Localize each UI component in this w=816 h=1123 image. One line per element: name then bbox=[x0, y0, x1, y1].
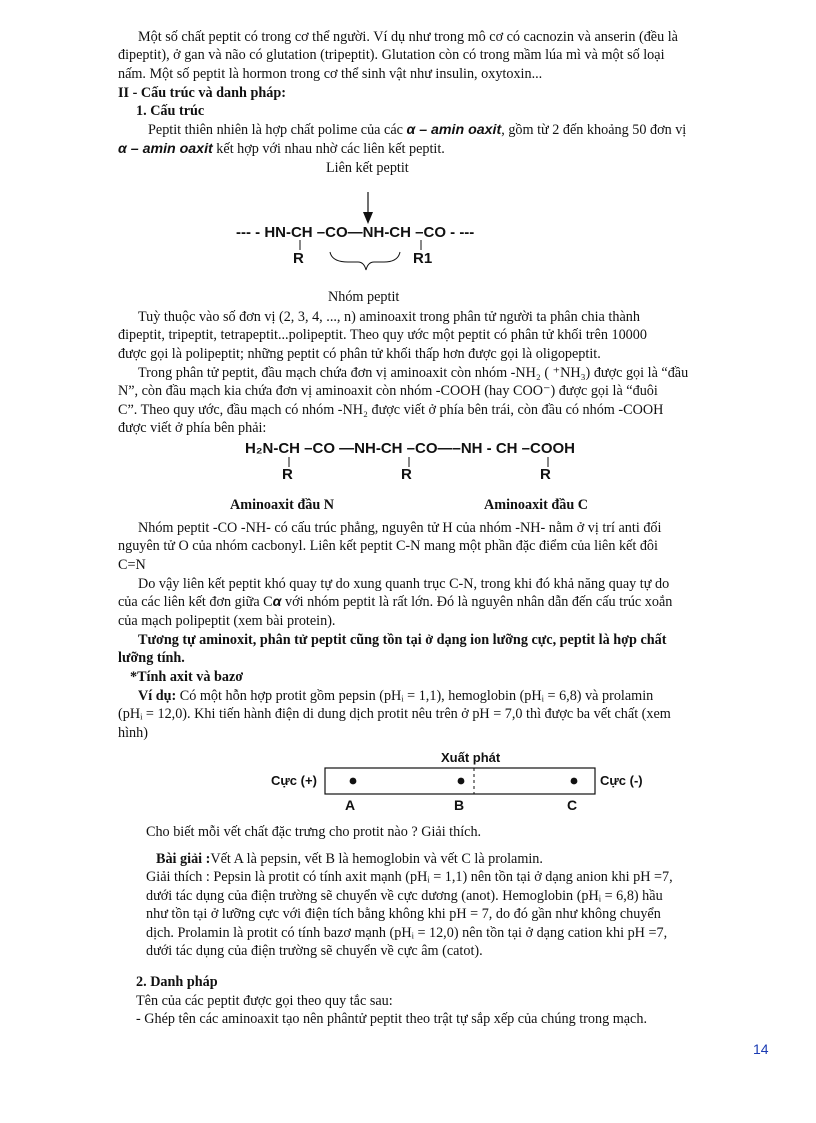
peptide-bond-label: Liên kết peptit bbox=[326, 160, 409, 176]
tripeptide-formula: H₂N-CH –CO —NH-CH –CO—–NH - CH –COOH bbox=[245, 440, 576, 457]
r-group: R bbox=[540, 466, 551, 483]
text-line: Một số chất peptit có trong cơ thể người. Ví dụ như trong mô cơ có cacnozin và anserin (đều là bbox=[138, 29, 678, 45]
subsection-heading: 1. Cấu trúc bbox=[136, 103, 205, 119]
start-label: Xuất phát bbox=[441, 750, 501, 765]
section-heading: II - Cấu trúc và danh pháp: bbox=[118, 85, 286, 101]
cathode-label: Cực (-) bbox=[600, 773, 643, 788]
spot-c-label: C bbox=[567, 797, 578, 813]
alpha-amino-acid: α – amin oaxit bbox=[118, 141, 213, 157]
text-line: đipeptit), ở gan và não có glutation (tripeptit). Glutation còn có trong mầm lúa mì và một số loại bbox=[118, 47, 665, 64]
classification-paragraph: Tuỳ thuộc vào số đơn vị (2, 3, 4, ..., n) aminoaxit trong phân tử người ta phân chia thành đipeptit, tripeptit, tetrapeptit...polipeptit. Theo quy ước một peptit có phân tử khối trên 10000 được gọi là polipeptit; những peptit có phân tử khối thấp hơn được gọi là oligopeptit. bbox=[118, 309, 647, 362]
peptide-group-label: Nhóm peptit bbox=[328, 289, 400, 305]
planar-paragraph: Nhóm peptit -CO -NH- có cấu trúc phẳng, nguyên tử H của nhóm -NH- nằm ở vị trí anti đối nguyên tử O của nhóm cacbonyl. Liên kết peptit C-N mang một phần đặc điểm của liên kết đôi C=N bbox=[118, 520, 662, 573]
spot-c bbox=[571, 778, 578, 785]
spot-b bbox=[458, 778, 465, 785]
rotation-paragraph: Do vậy liên kết peptit khó quay tự do xung quanh trục C-N, trong khi đó khả năng quay tự do của các liên kết đơn giữa Cα với nhóm peptit là rất lớn. Đó là nguyên nhân dẫn đến cấu trúc xoắn của mạch polipeptit (xem bài protein). bbox=[118, 576, 673, 629]
question: Cho biết mỗi vết chất đặc trưng cho protit nào ? Giải thích. bbox=[146, 824, 482, 840]
naming-heading: 2. Danh pháp bbox=[136, 974, 218, 990]
spot-a-label: A bbox=[345, 797, 356, 813]
r-group: R bbox=[293, 250, 304, 267]
text-line: nấm. Một số peptit là hormon trong cơ thể sinh vật như insulin, oxytoxin... bbox=[118, 65, 543, 82]
naming-paragraph: Tên của các peptit được gọi theo quy tắc sau: - Ghép tên các aminoaxit tạo nên phântử peptit theo trật tự sắp xếp của chúng trong mạch. bbox=[136, 993, 647, 1028]
r-group: R bbox=[401, 466, 412, 483]
solution-paragraph: Bài giải :Vết A là pepsin, vết B là hemoglobin và vết C là prolamin. Giải thích : Pepsin là protit có tính axit mạnh (pHᵢ = 1,1) nên tồn tại ở dạng anion khi pH =7, dưới tác dụng của điện trường sẽ chuyển về cực dương (anot). Hemoglobin (pHᵢ = 6,8) hầu như tồn tại ở lưỡng cực với điện tích bằng không khi pH = 7, do đó gần như không chuyển dịch. Prolamin là protit có tính bazơ mạnh (pHᵢ = 12,0) nên tồn tại ở dạng cation khi pH =7, dưới tác dụng của điện trường sẽ chuyển về cực âm (catot). bbox=[146, 851, 673, 960]
structure-line-2: α – amin oaxit kết hợp với nhau nhờ các liên kết peptit. bbox=[118, 141, 445, 157]
spot-a bbox=[350, 778, 357, 785]
acid-base-title: *Tính axit và bazơ bbox=[130, 669, 244, 685]
c-terminal-label: Aminoaxit đầu C bbox=[484, 497, 589, 513]
page-number: 14 bbox=[753, 1041, 769, 1057]
spot-b-label: B bbox=[454, 797, 465, 813]
example-paragraph: Ví dụ: Có một hỗn hợp protit gồm pepsin (pHᵢ = 1,1), hemoglobin (pHᵢ = 6,8) và prolamin (pHᵢ = 12,0). Khi tiến hành điện di dung dịch protit nêu trên ở pH = 7,0 thì được ba vết chất (xem hình) bbox=[118, 688, 671, 741]
r1-group: R1 bbox=[413, 250, 433, 267]
chain-ends-paragraph: Trong phân tử peptit, đầu mạch chứa đơn vị aminoaxit còn nhóm -NH₂ ( ⁺NH₃) được gọi là “đầu N”, còn đầu mạch kia chứa đơn vị aminoaxit còn nhóm -COOH (hay COO⁻) được gọi là “đuôi C”. Theo quy ước, đầu mạch có nhóm -NH₂ được viết ở phía bên trái, còn đầu có nhóm -COOH được viết ở phía bên phải: bbox=[118, 365, 689, 437]
alpha-amino-acid: α – amin oaxit bbox=[406, 122, 502, 138]
peptide-chain-formula: --- - HN-CH –CO—NH-CH –CO - --- bbox=[236, 224, 475, 241]
n-terminal-label: Aminoaxit đầu N bbox=[230, 497, 335, 513]
anode-label: Cực (+) bbox=[271, 773, 317, 788]
r-group: R bbox=[282, 466, 293, 483]
amphoteric-paragraph: Tương tự aminoxit, phân tử peptit cũng tồn tại ở dạng ion lưỡng cực, peptit là hợp chất lưỡng tính. bbox=[118, 632, 667, 667]
structure-line-1: Peptit thiên nhiên là hợp chất polime của các α – amin oaxit, gồm từ 2 đến khoảng 50 đơn vị bbox=[148, 122, 687, 138]
